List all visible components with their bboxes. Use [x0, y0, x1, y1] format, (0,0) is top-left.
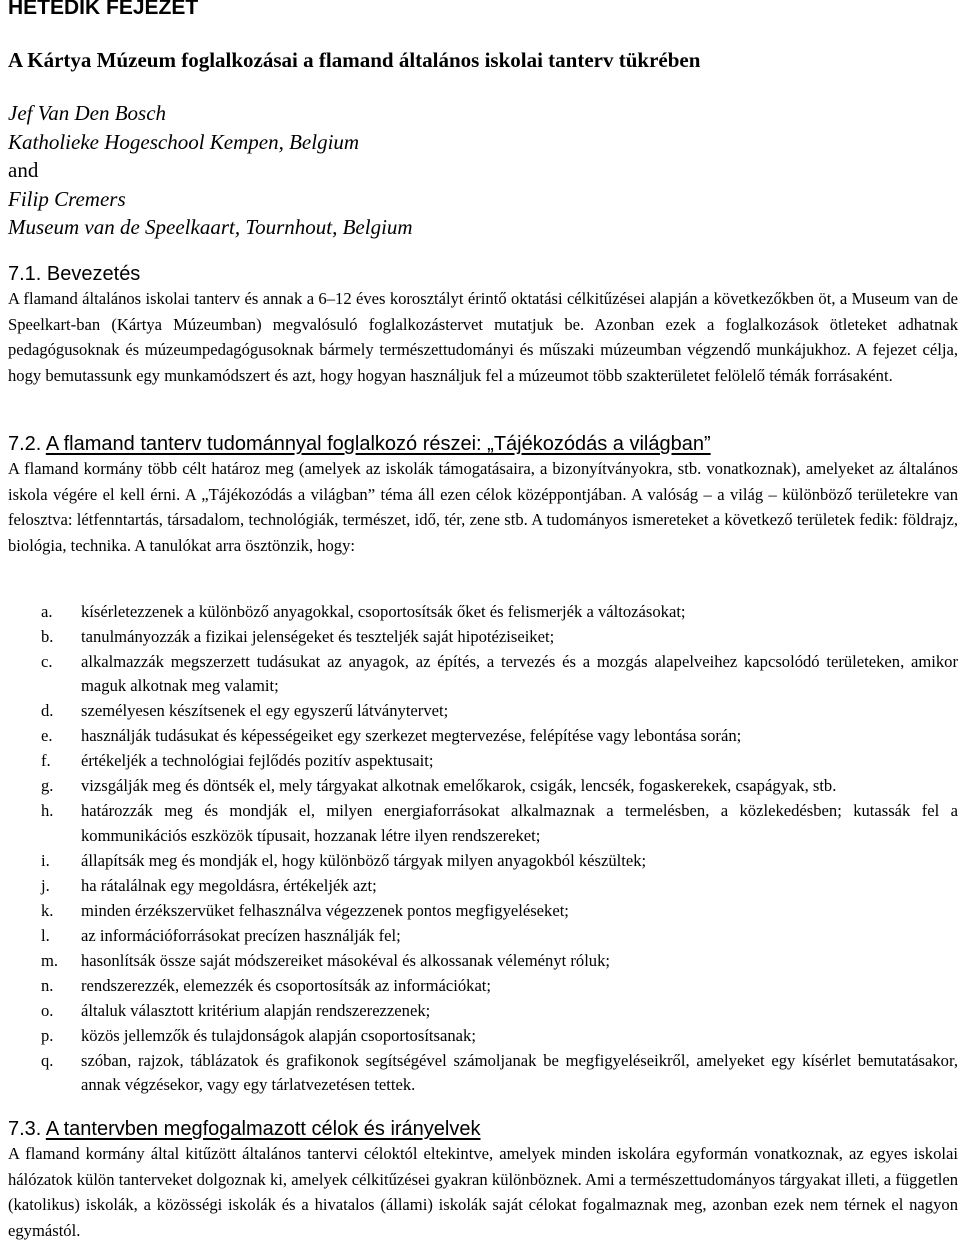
list-item: [8, 849, 958, 873]
section-goals-guidelines: [8, 1117, 958, 1243]
section-introduction: [8, 262, 958, 388]
list-item-text: állapítsák meg és mondják el, hogy különböző tárgyak milyen anyagokból készültek;: [81, 850, 647, 870]
author-affiliation-2: Museum van de Speelkaart, Tournhout, Belgium: [8, 215, 413, 240]
list-item-text: ha rátalálnak egy megoldásra, értékeljék azt;: [81, 875, 377, 895]
list-item-marker: f.: [41, 751, 51, 771]
list-item: [8, 600, 958, 624]
list-item-text: személyesen készítsenek el egy egyszerű látványtervet;: [81, 701, 449, 721]
section-paragraph: A flamand kormány által kitűzött általános tantervi céloktól eltekintve, amelyek minden iskolára egyformán vonatkoznak, az egyes iskolai hálózatok külön tanterveket dolgoznak ki, amelyek célkitűzései gyakran különböznek. Ami a természettudományos tárgyakat illeti, a független (katolikus) iskolák, a közösségi iskolák és a hivatalos (állami) iskolák saját célokat fogalmaznak meg, azonban ezek nem térnek el nagyon egymástól.: [8, 1144, 958, 1240]
section-paragraph: A flamand általános iskolai tanterv és annak a 6–12 éves korosztályt érintő oktatási célkitűzései alapján a következőkben öt, a Museum van de Speelkart-ban (Kártya Múzeumban) megvalósuló foglalkozástervet mutatjuk be. Azonban ezek a foglalkozások ötleteket adhatnak pedagógusoknak és múzeumpedagógusoknak bármely természettudományi és műszaki múzeumban végzendő munkájukhoz. A fejezet célja, hogy bemutassunk egy munkamódszert és azt, hogy hogyan használjuk fel a múzeumot több szakterületet felölelő témák forrásaként.: [8, 289, 958, 385]
section-curriculum-parts: [8, 432, 958, 558]
list-item: [8, 999, 958, 1023]
list-item-text: kísérletezzenek a különböző anyagokkal, csoportosítsák őket és felismerjék a változásokat;: [81, 602, 686, 621]
list-item: [8, 774, 958, 798]
list-item-marker: j.: [41, 875, 50, 895]
list-item: [8, 650, 958, 699]
section-number: 7.2.: [8, 433, 42, 455]
list-item-text: rendszerezzék, elemezzék és csoportosítsák az információkat;: [81, 975, 492, 995]
list-item: [8, 899, 958, 923]
list-item-marker: m.: [41, 950, 59, 970]
list-item-text: vizsgálják meg és döntsék el, mely tárgyakat alkotnak emelőkarok, csigák, lencsék, fogaskerekek, csapágyak, stb.: [81, 776, 837, 796]
list-item-marker: h.: [41, 801, 54, 821]
section-heading: [8, 432, 958, 456]
list-item-marker: d.: [41, 701, 54, 721]
list-item-text: szóban, rajzok, táblázatok és grafikonok segítségével számoljanak be megfigyeléseikről, amelyeket egy kísérlet bemutatásakor, annak végzésekor, vagy egy tárlatvezetésen tettek.: [81, 1050, 958, 1095]
section-title: A tantervben megfogalmazott célok és irányelvek: [45, 1118, 481, 1140]
list-item-text: tanulmányozzák a fizikai jelenségeket és teszteljék saját hipotéziseiket;: [81, 627, 555, 646]
list-item: [8, 625, 958, 649]
section-paragraph: A flamand kormány több célt határoz meg (amelyek az iskolák támogatásaira, a bizonyítványokra, stb. vonatkoznak), amelyeket az általános iskola végére el kell érni. A „Tájékozódás a világban” téma áll ezen célok középpontjában. A valóság – a világ – különböző területekre van felosztva: létfenntartás, társadalom, technológiák, természet, idő, tér, zene stb. A tudományos ismereteket a következő területek fedik: földrajz, biológia, technika. A tanulókat arra ösztönzik, hogy:: [8, 459, 958, 555]
list-item: [8, 974, 958, 998]
list-item-marker: p.: [41, 1025, 54, 1045]
list-item: [8, 924, 958, 948]
list-item-marker: o.: [41, 1000, 54, 1020]
document-page: [8, 0, 958, 1240]
list-item: [8, 1024, 958, 1048]
list-item: [8, 699, 958, 723]
list-item-marker: k.: [41, 900, 54, 920]
section-heading: [8, 262, 958, 286]
list-item-text: általuk választott kritérium alapján rendszerezzenek;: [81, 1000, 431, 1020]
list-item: [8, 724, 958, 748]
author-name-1: Jef Van Den Bosch: [8, 101, 167, 125]
author-conjunction: and: [8, 158, 39, 183]
list-item-marker: b.: [41, 627, 54, 646]
list-item-marker: i.: [41, 850, 50, 870]
author-name-2: Filip Cremers: [8, 186, 126, 211]
list-item: [8, 799, 958, 848]
goal-list: [8, 600, 958, 1098]
section-number: 7.3.: [8, 1118, 42, 1140]
list-item: [8, 949, 958, 973]
chapter-title: A Kártya Múzeum foglalkozásai a flamand általános iskolai tanterv tükrében: [8, 48, 701, 72]
list-item: [8, 874, 958, 898]
list-item-marker: n.: [41, 975, 54, 995]
list-item-marker: q.: [41, 1050, 54, 1070]
list-item-marker: g.: [41, 776, 54, 796]
list-item-text: értékeljék a technológiai fejlődés pozitív aspektusait;: [81, 751, 434, 771]
list-item-text: alkalmazzák megszerzett tudásukat az anyagok, az építés, a tervezés és a mozgás alapelveihez kapcsolódó területeken, amikor maguk alkotnak meg valamit;: [81, 652, 958, 696]
section-title: A flamand tanterv tudománnyal foglalkozó részei: „Tájékozódás a világban”: [45, 433, 711, 455]
section-title: Bevezetés: [46, 263, 141, 285]
list-item-text: használják tudásukat és képességeiket egy szerkezet megtervezése, felépítése vagy lebontása során;: [81, 726, 742, 746]
author-affiliation-1: Katholieke Hogeschool Kempen, Belgium: [8, 129, 360, 154]
author-block: [8, 99, 413, 242]
list-item: [8, 1049, 958, 1098]
list-item-text: hasonlítsák össze saját módszereiket másokéval és alkossanak véleményt róluk;: [81, 950, 611, 970]
list-item-marker: e.: [41, 726, 53, 746]
list-item-marker: c.: [41, 652, 53, 671]
chapter-heading: HETEDIK FEJEZET: [8, 0, 199, 19]
list-item-text: minden érzékszervüket felhasználva végezzenek pontos megfigyeléseket;: [81, 900, 569, 920]
section-heading: [8, 1117, 958, 1141]
section-number: 7.1.: [8, 263, 42, 285]
list-item-marker: a.: [41, 602, 53, 621]
list-item-marker: l.: [41, 925, 50, 945]
list-item-text: az információforrásokat precízen használják fel;: [81, 925, 401, 945]
list-item-text: határozzák meg és mondják el, milyen energiaforrásokat alkalmaznak a termelésben, a közlekedésben; kutassák fel a kommunikációs eszközök típusait, hozzanak létre ilyen rendszereket;: [81, 801, 958, 845]
list-item: [8, 749, 958, 773]
list-item-text: közös jellemzők és tulajdonságok alapján csoportosítsanak;: [81, 1025, 476, 1045]
